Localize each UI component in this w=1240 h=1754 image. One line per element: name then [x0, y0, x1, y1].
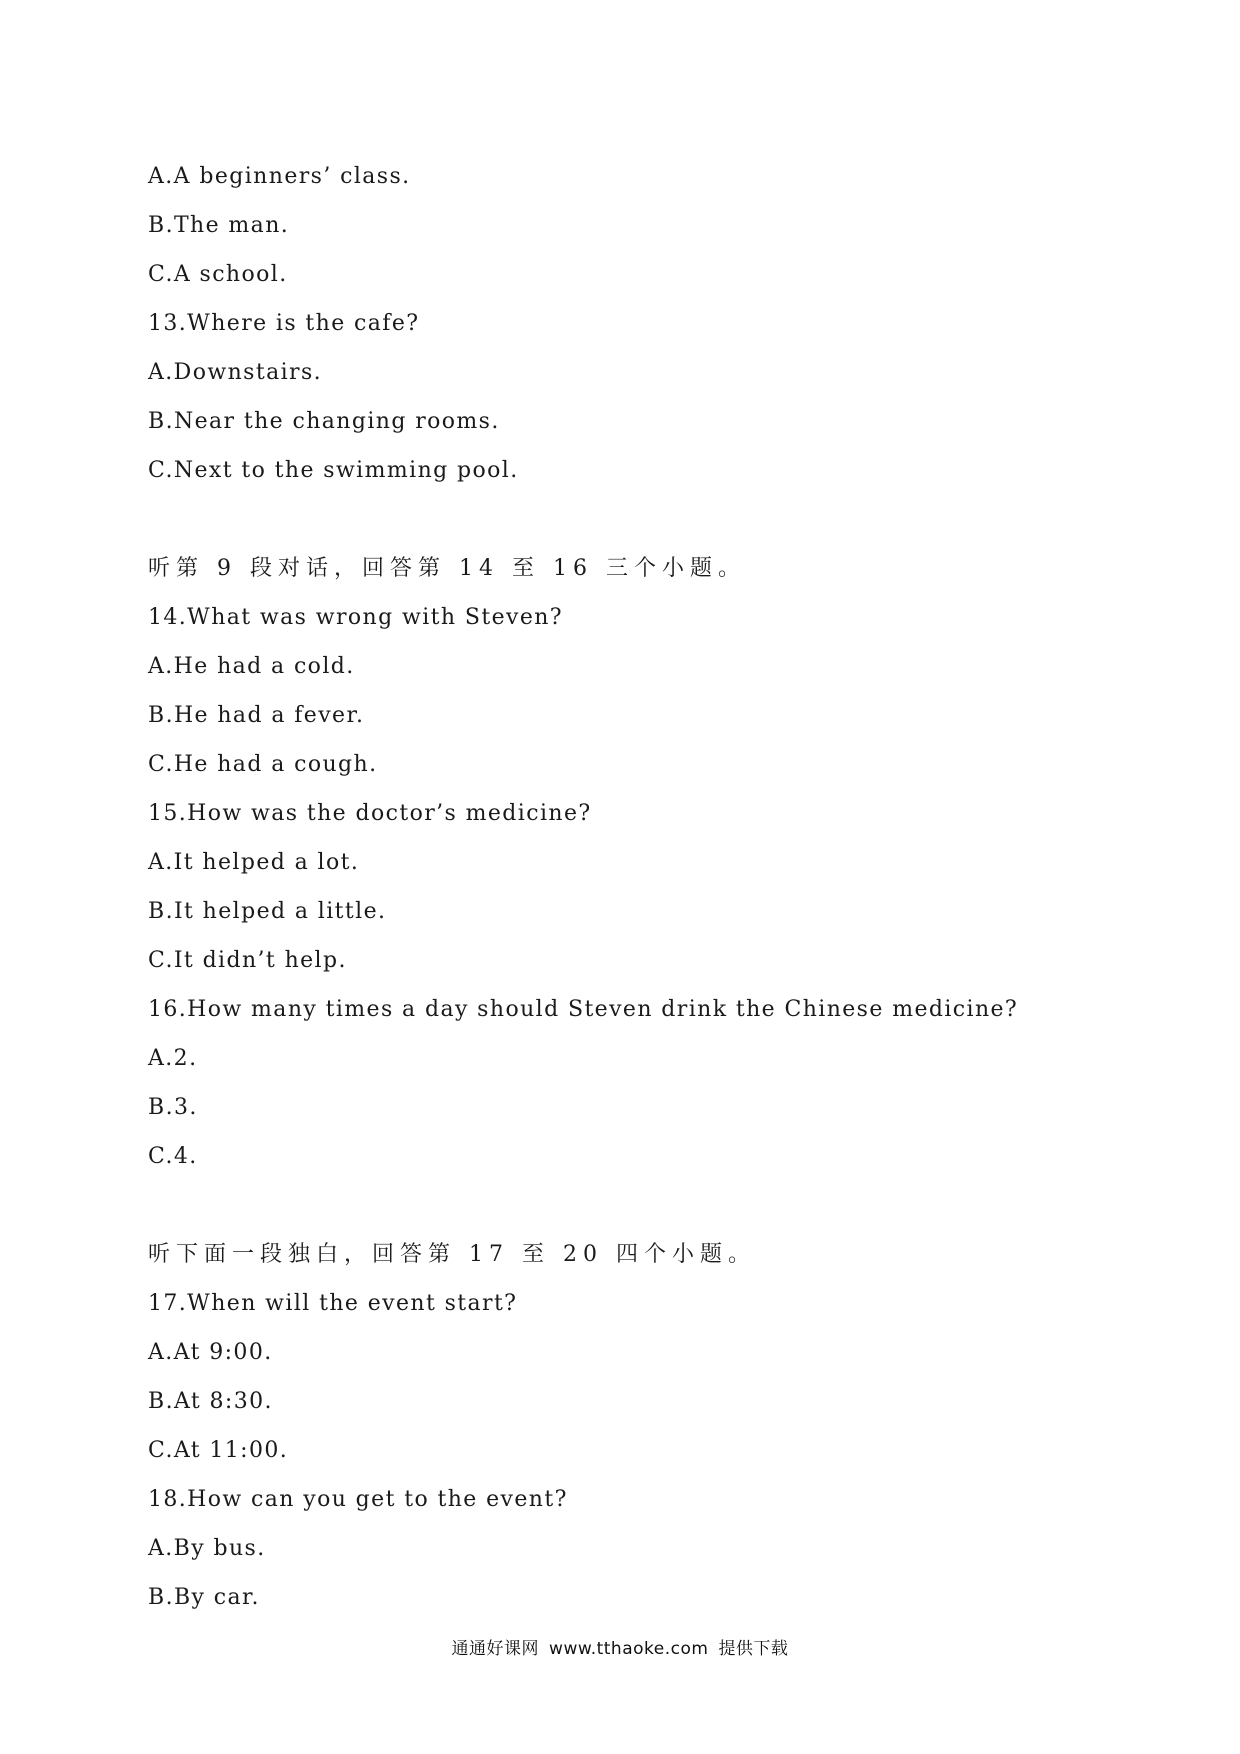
option-c: C.4. — [148, 1144, 198, 1169]
question-18: 18.How can you get to the event? — [148, 1487, 568, 1512]
page-footer — [0, 1634, 1240, 1659]
option-a: A.2. — [148, 1046, 198, 1071]
option-b: B.At 8:30. — [148, 1389, 273, 1414]
option-c: C.A school. — [148, 262, 288, 287]
option-a: A.He had a cold. — [148, 654, 355, 679]
option-c: C.At 11:00. — [148, 1438, 289, 1463]
option-c: C.It didn’t help. — [148, 948, 347, 973]
option-c: C.He had a cough. — [148, 752, 378, 777]
option-b: B.3. — [148, 1095, 198, 1120]
option-b: B.He had a fever. — [148, 703, 365, 728]
question-13: 13.Where is the cafe? — [148, 311, 420, 336]
option-a: A.It helped a lot. — [148, 850, 360, 875]
section-spacer — [148, 495, 1148, 544]
option-a: A.A beginners’ class. — [148, 164, 411, 189]
footer-url: www.tthaoke.com — [549, 1639, 709, 1659]
option-b: B.The man. — [148, 213, 290, 238]
option-b: B.Near the changing rooms. — [148, 409, 500, 434]
question-15: 15.How was the doctor’s medicine? — [148, 801, 592, 826]
footer-suffix: 提供下载 — [718, 1639, 789, 1659]
option-a: A.Downstairs. — [148, 360, 323, 385]
option-b: B.It helped a little. — [148, 899, 387, 924]
option-a: A.By bus. — [148, 1536, 266, 1561]
section-spacer — [148, 1181, 1148, 1230]
option-a: A.At 9:00. — [148, 1340, 273, 1365]
section-heading-monologue: 听下面一段独白，回答第 17 至 20 四个小题。 — [148, 1242, 756, 1267]
section-heading-dialogue-9: 听第 9 段对话，回答第 14 至 16 三个小题。 — [148, 556, 746, 581]
question-14: 14.What was wrong with Steven? — [148, 605, 564, 630]
question-list — [148, 152, 1148, 1622]
question-17: 17.When will the event start? — [148, 1291, 518, 1316]
option-c: C.Next to the swimming pool. — [148, 458, 519, 483]
option-b: B.By car. — [148, 1585, 260, 1610]
footer-site-name: 通通好课网 — [451, 1639, 540, 1659]
question-16: 16.How many times a day should Steven drink the Chinese medicine? — [148, 997, 1019, 1022]
